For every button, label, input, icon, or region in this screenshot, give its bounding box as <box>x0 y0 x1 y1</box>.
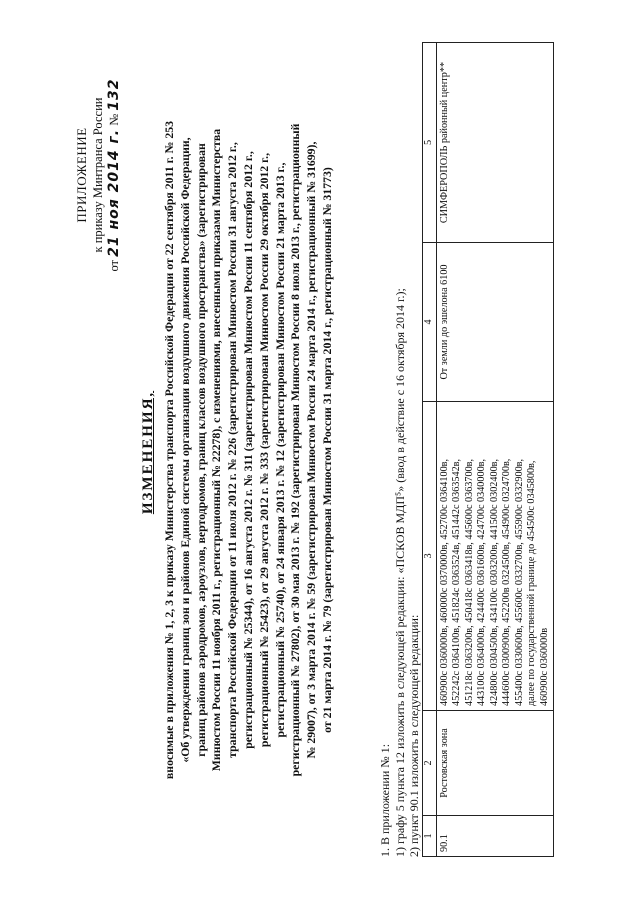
header-cell: 4 <box>423 243 437 402</box>
item-point-1: 1) графу 5 пункта 12 изложить в следующей редакции: «ПСКОВ МДП⁵» (ввод в действие с 16 октября 2014 г.); <box>392 288 407 857</box>
coord-line: 451218с 0363200в, 450418с 0363418в, 445600с 0363700в, <box>463 458 475 706</box>
item-point-2: 2) пункт 90.1 изложить в следующей редакции: <box>407 614 421 857</box>
altitude-limits: От земли до эшелона 6100 <box>436 243 554 402</box>
change-items <box>378 37 422 857</box>
intro-line: регистрационный № 25423), от 29 августа 2012 г. № 333 (зарегистрирован Минюстом России 29 октября 2012 г., <box>256 152 271 748</box>
intro-line: регистрационный № 25344), от 16 августа 2012 г. № 311 (зарегистрирован Минюстом России 11 сентября 2012 г., <box>240 151 255 749</box>
coord-line: 455400с 0330600в, 455600с 0332700в, 455900с 0332900в, <box>513 458 525 706</box>
table-header-row <box>423 43 437 857</box>
handwritten-date: 21 ноя 2014 г. <box>106 128 122 257</box>
coord-line: 443100с 0364000в, 424400с 0361600в, 424700с 0340000в, <box>476 458 487 706</box>
zone-table <box>422 42 554 857</box>
appendix-block <box>74 40 122 310</box>
document-heading: ИЗМЕНЕНИЯ, <box>140 390 156 515</box>
intro-line: регистрационный № 27802), от 30 мая 2013 г. № 192 (зарегистрирован Минюстом России 8 июля 2013 г., регистрационный <box>288 123 303 777</box>
coord-line: 452242с 0364100в, 451824с 0363524в, 451442с 0363542в, <box>451 458 462 706</box>
intro-line: транспорта Российской Федерации от 11 июля 2012 г. № 226 (зарегистрирован Минюстом России 31 августа 2012 г., <box>225 142 240 758</box>
appendix-order-line: к приказу Минтранса России <box>91 97 105 253</box>
coord-line: 460900с 0360000в, 460000с 0370000в, 452700с 0364100в, <box>438 458 450 706</box>
handwritten-number: 132 <box>106 78 122 111</box>
intro-line: № 29007), от 3 марта 2014 г. № 59 (зарегистрирован Минюстом России 24 марта 2014 г., регистрационный № 31699), <box>304 141 319 759</box>
appendix-date-line <box>106 40 122 310</box>
intro-line: границ районов аэродромов, аэроузлов, вертодромов, границ классов воздушного пространства» (зарегистрирован <box>193 143 208 757</box>
coord-line: 460900с 0360000в <box>538 627 550 706</box>
header-cell: 5 <box>423 43 437 243</box>
intro-line: вносимые в приложения № 1, 2, 3 к приказу Министерства транспорта Российской Федерации от 22 сентября 2011 г. № 253 <box>162 120 176 780</box>
intro-paragraph <box>162 55 336 845</box>
table-row <box>436 43 554 857</box>
header-cell: 3 <box>423 402 437 711</box>
intro-line: от 21 марта 2014 г. № 79 (зарегистрирован Минюстом России 31 марта 2014 г., регистрационный № 31773) <box>319 167 334 733</box>
coord-line: 424800с 0304500в, 434100с 0303200в, 441500с 0302400в, <box>488 458 500 706</box>
date-prefix: от <box>107 259 121 272</box>
coord-line: 444600с 0300900в, 452200в 0324500в, 454900с 0324700в, <box>501 458 512 706</box>
header-cell: 2 <box>423 711 437 816</box>
row-number: 90.1 <box>436 816 554 857</box>
control-center: СИМФЕРОПОЛЬ районный центр** <box>436 43 554 243</box>
coord-line: далее по государственной границе до 454500с 0345800в, <box>526 460 537 706</box>
header-cell: 1 <box>423 816 437 857</box>
item-section: 1. В приложении № 1: <box>378 743 392 857</box>
intro-line: Минюстом России 11 ноября 2011 г., регистрационный № 22278), с изменениями, внесенными приказами Министерства <box>209 128 224 772</box>
boundary-coordinates <box>436 402 554 711</box>
appendix-title: ПРИЛОЖЕНИЕ <box>74 127 89 223</box>
intro-line: «Об утверждении границ зон и районов Единой системы организации воздушного движения Российской Федерации, <box>177 137 192 763</box>
number-prefix: № <box>107 113 121 126</box>
intro-line: регистрационный № 25740), от 24 января 2013 г. № 12 (зарегистрирован Минюстом России 21 марта 2013 г., <box>272 162 287 738</box>
zone-name: Ростовская зона <box>436 711 554 816</box>
